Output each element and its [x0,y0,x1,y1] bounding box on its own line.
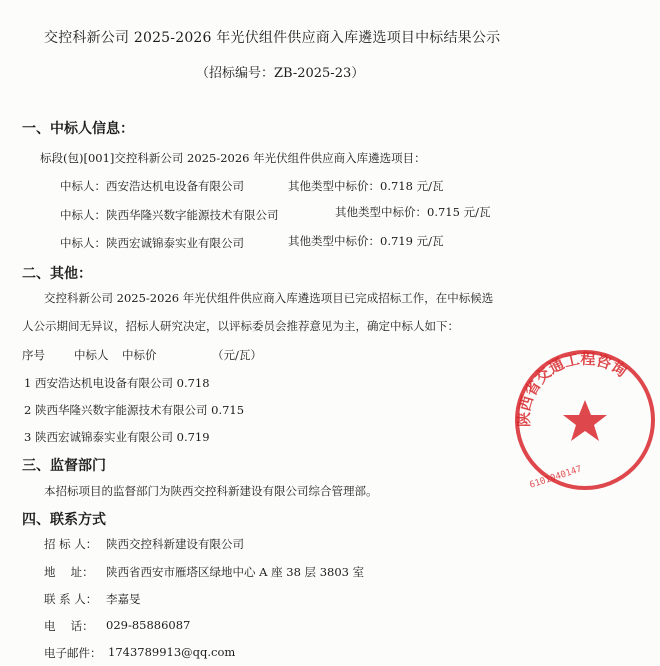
seal-code: 6101040147 [528,464,584,491]
contact-label-tenderer: 招 标 人： [44,537,98,551]
winner-price-2: 其他类型中标价：0.715 元/瓦 [335,205,491,219]
winner-price-3: 其他类型中标价：0.719 元/瓦 [288,234,444,248]
seal-text: 陕西省交通工程咨询 [514,349,630,428]
winner-name-2: 中标人：陕西华隆兴数字能源技术有限公司 [60,208,279,222]
seal-stamp-graphic [510,345,660,495]
winner-name-1: 中标人：西安浩达机电设备有限公司 [60,179,244,193]
supervision-text: 本招标项目的监督部门为陕西交控科新建设有限公司综合管理部。 [44,484,378,498]
contact-value-tenderer: 陕西交控科新建设有限公司 [106,537,244,551]
bid-number: （招标编号：ZB-2025-23） [196,66,365,81]
contact-value-email: 1743789913@qq.com [108,645,236,659]
lot-line: 标段(包)[001]交控科新公司 2025-2026 年光伏组件供应商入库遴选项目： [40,151,426,165]
section-heading-winners: 一、中标人信息： [22,121,134,137]
winner-price-1: 其他类型中标价：0.718 元/瓦 [288,179,444,193]
contact-label-address: 地 址： [44,565,94,579]
paragraph-line-2: 人公示期间无异议，招标人研究决定，以评标委员会推荐意见为主，确定中标人如下： [22,319,459,333]
contact-value-person: 李嘉旻 [106,592,141,606]
contact-label-phone: 电 话： [44,619,94,633]
section-heading-supervision: 三、监督部门 [22,458,106,474]
col-header-no: 序号 [22,348,45,362]
col-header-price: 中标价 [122,348,157,362]
company-seal [510,345,660,495]
section-heading-other: 二、其他： [22,266,92,282]
result-row-1: 1 西安浩达机电设备有限公司 0.718 [24,376,210,390]
result-row-3: 3 陕西宏诚锦泰实业有限公司 0.719 [24,430,210,444]
col-header-winner: 中标人 [74,348,109,362]
document-title: 交控科新公司 2025-2026 年光伏组件供应商入库遴选项目中标结果公示 [44,30,501,46]
col-header-unit: （元/瓦） [212,348,262,362]
contact-value-address: 陕西省西安市雁塔区绿地中心 A 座 38 层 3803 室 [106,565,365,579]
paragraph-line-1: 交控科新公司 2025-2026 年光伏组件供应商入库遴选项目已完成招标工作，在中标候选 [44,291,494,305]
seal-star-icon [563,400,607,441]
winner-name-3: 中标人：陕西宏诚锦泰实业有限公司 [60,236,244,250]
section-heading-contact: 四、联系方式 [22,512,106,528]
contact-value-phone: 029-85886087 [106,618,191,632]
contact-label-email: 电子邮件： [44,646,102,660]
contact-label-person: 联 系 人： [44,592,98,606]
result-row-2: 2 陕西华隆兴数字能源技术有限公司 0.715 [24,403,245,417]
